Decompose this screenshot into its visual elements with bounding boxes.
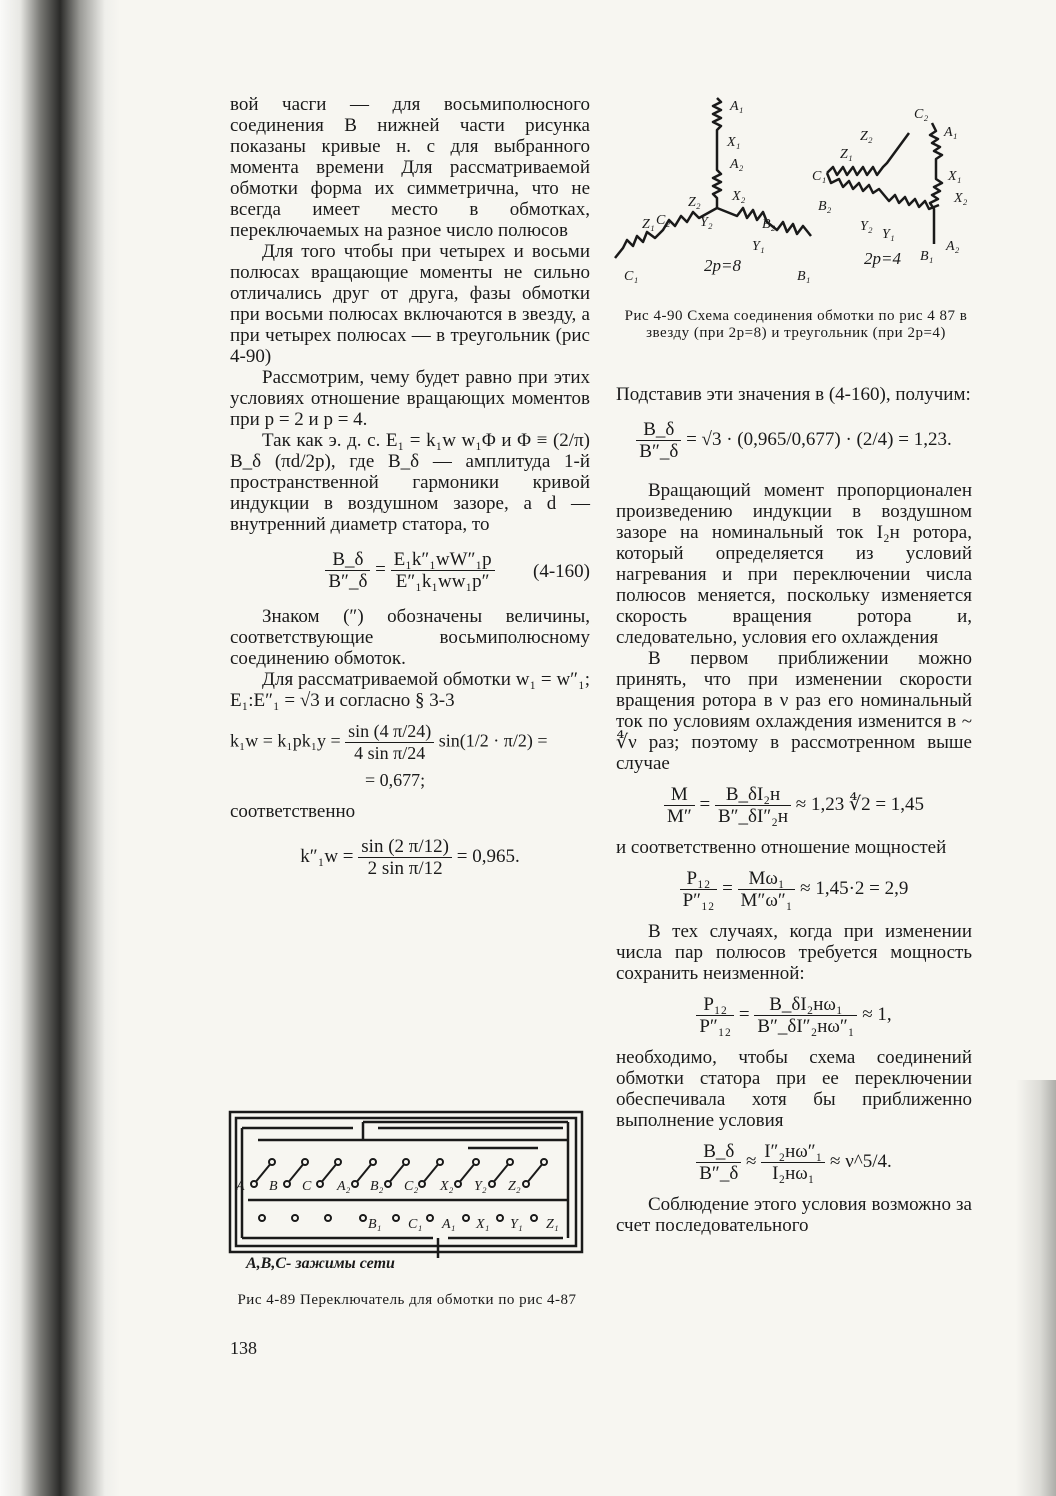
star-pole-label: 2p=8 (704, 256, 741, 275)
formula-term: B″_δ (699, 1163, 739, 1184)
switch-contact (325, 1215, 331, 1221)
switch-contact (335, 1159, 341, 1165)
formula-term: sin (2 π/12) (358, 836, 452, 858)
formula-term: k″₁w = (300, 845, 354, 867)
formula-term: k₁w = k₁pk₁y = (230, 730, 341, 751)
switch-contact (317, 1181, 323, 1187)
formula-constant-power: $\frac{\text{P₁₂}}{\text{P″₁₂}}$ = $\frac{\text{B\_δI₂нω₁}}{\text{B″\_δI″₂нω″₁}}$ ≈ 1, (616, 994, 972, 1037)
formula-term: B″_δI″₂н (717, 806, 789, 827)
terminal-label: X₁ (476, 1217, 490, 1232)
star-label: Z₂ (688, 195, 701, 210)
switch-contact (292, 1215, 298, 1221)
delta-label: Y₂ (860, 219, 873, 234)
formula-term: E₁k″₁wW″₁p (391, 549, 495, 571)
formula-term: B″_δ (328, 571, 368, 592)
figure-4-90-caption: Рис 4-90 Схема соединения обмотки по рис 4 87 в звезду (при 2p=8) и треугольник (при 2p=4) (624, 308, 968, 341)
switch-contacts (251, 1159, 547, 1221)
formula-term: B_δ (636, 419, 681, 441)
terminal-label: C₁ (408, 1217, 423, 1232)
delta-label: Z₁ (840, 147, 853, 162)
formula-term: sin (4 π/24) (345, 721, 434, 743)
paragraph: Соблюдение этого условия возможно за счет последовательного (616, 1194, 972, 1236)
paragraph: Рассмотрим, чему будет равно при этих условиях отношение вращающих моментов при p = 2 и p = 4. (230, 367, 590, 430)
formula-term: B_δI₂н (715, 784, 791, 806)
paragraph: необходимо, чтобы схема соединений обмотки статора при ее переключении обеспечивала хотя бы приближенно выполнение условия (616, 1047, 972, 1131)
formula-term: B″_δI″₂нω″₁ (757, 1016, 855, 1037)
figure-4-89-switch-diagram (228, 1110, 588, 1275)
terminal-label: Z₁ (546, 1217, 559, 1232)
switch-contact (269, 1159, 275, 1165)
switch-label: Y₂ (474, 1179, 487, 1194)
star-label: Z₁ (642, 217, 655, 232)
formula-term: M″ω″₁ (740, 890, 793, 911)
switch-label: Z₂ (508, 1179, 521, 1194)
figure-4-90-connection-diagram (612, 88, 982, 288)
switch-contact (403, 1159, 409, 1165)
delta-label: Z₂ (860, 129, 873, 144)
delta-side-bottom (827, 173, 939, 209)
switch-labels (235, 1179, 521, 1194)
switch-contact (463, 1215, 469, 1221)
formula-term: sin(1/2 · π/2) = (438, 730, 548, 751)
delta-label: B₁ (920, 249, 934, 264)
switch-contact (531, 1215, 537, 1221)
switch-contact (455, 1181, 461, 1187)
delta-side-right (930, 123, 942, 244)
formula-k1w (230, 721, 590, 791)
switch-blade (320, 1162, 338, 1184)
switch-label: C₂ (404, 1179, 419, 1194)
equation-number: (4-160) (533, 561, 590, 582)
formula-term: B_δ (325, 549, 370, 571)
star-label: B₂ (762, 217, 776, 232)
formula-term: Mω₁ (738, 868, 796, 890)
formula-term: ≈ 1, (862, 1003, 892, 1025)
formula-term: P₁₂ (696, 994, 734, 1016)
paragraph: Вращающий момент пропорционален произведению индукции в воздушном зазоре на номинальный ток I₂н ротора, который определяется из условий нагревания и при переключении числа полюсов меняется, поскольку изменяется скорость вращения ротора и, следовательно, условия его охлаждения (616, 480, 972, 648)
switch-contact (352, 1181, 358, 1187)
formula-term: E″₁k₁ww₁p″ (395, 571, 490, 592)
switch-contact (489, 1181, 495, 1187)
formula-term: 2 sin π/12 (367, 858, 443, 879)
switch-blade (526, 1162, 544, 1184)
page-edge-shadow (1016, 1080, 1056, 1496)
page-number: 138 (230, 1338, 257, 1358)
delta-label: C₂ (914, 107, 929, 122)
formula-k1w-prime (230, 836, 590, 879)
delta-label: X₁ (948, 169, 962, 184)
switch-label: A₂ (337, 1179, 351, 1194)
right-column (616, 384, 972, 1236)
formula-term: P₁₂ (680, 868, 718, 890)
switch-contact (541, 1159, 547, 1165)
delta-label: X₂ (954, 191, 968, 206)
switch-contact (497, 1215, 503, 1221)
star-label: Y₁ (752, 239, 765, 254)
formula-term: P″₁₂ (699, 1016, 732, 1037)
formula-power-ratio: $\frac{\text{P₁₂}}{\text{P″₁₂}}$ = $\frac{\text{Mω₁}}{\text{M″ω″₁}}$ ≈ 1,45·2 = 2,9 (616, 868, 972, 911)
star-label: X₂ (732, 189, 746, 204)
delta-label: A₂ (946, 239, 960, 254)
switch-contact (437, 1159, 443, 1165)
delta-pole-label: 2p=4 (864, 249, 901, 268)
paragraph: В тех случаях, когда при изменении числа пар полюсов требуется мощность сохранить неизменной: (616, 921, 972, 984)
formula-term: I₂нω₁ (772, 1163, 815, 1184)
switch-contact (259, 1215, 265, 1221)
book-spine-shadow (0, 0, 120, 1496)
formula-term: ≈ 1,23 ∜2 = 1,45 (795, 793, 925, 815)
switch-blade (422, 1162, 440, 1184)
switch-label: X₂ (440, 1179, 454, 1194)
switch-contact (393, 1215, 399, 1221)
figure-4-89-caption: Рис 4-89 Переключатель для обмотки по рис 4-87 (237, 1292, 577, 1308)
switch-contact (302, 1159, 308, 1165)
left-column (230, 94, 590, 889)
paragraph: Для рассматриваемой обмотки w₁ = w″₁; E₁:E″₁ = √3 и согласно § 3-3 (230, 669, 590, 711)
star-label: B₁ (797, 269, 811, 284)
star-label: A₂ (730, 157, 744, 172)
paragraph: соответственно (230, 801, 356, 822)
switch-label: C (302, 1179, 312, 1194)
paragraph: Подставив эти значения в (4-160), получим: (616, 384, 971, 405)
switch-contact (370, 1159, 376, 1165)
switch-label: B (269, 1179, 278, 1194)
formula-term: = √3 · (0,965/0,677) · (2/4) = 1,23. (686, 428, 952, 450)
switch-contact (284, 1181, 290, 1187)
formula-term: M″ (666, 806, 692, 827)
switch-contact (419, 1181, 425, 1187)
terminal-label: A₁ (442, 1217, 456, 1232)
formula-term: ≈ ν^5/4. (830, 1150, 892, 1172)
paragraph: вой часги — для восьмиполюсного соединения В нижней части рисунка показаны кривые н. с для выбранного момента времени Для рассматриваемой обмотки форма их симметрична, что не всегда имеет место в обмотках, переключаемых на разное число полюсов (230, 94, 590, 241)
formula-term: P″₁₂ (682, 890, 715, 911)
delta-labels (812, 107, 968, 264)
terminal-label: B₁ (368, 1217, 382, 1232)
terminal-label: Y₁ (510, 1217, 523, 1232)
star-label: C₁ (624, 269, 639, 284)
figure-legend: A,B,C- зажимы сети (246, 1255, 395, 1272)
switch-contact (473, 1159, 479, 1165)
paragraph: Знаком (″) обозначены величины, соответствующие восьмиполюсному соединению обмоток. (230, 606, 590, 669)
formula-induction-ratio (616, 419, 972, 462)
switch-label: A (236, 1179, 245, 1194)
formula-term: 4 sin π/24 (354, 743, 426, 763)
star-label: Y₂ (700, 215, 713, 230)
switch-contact (507, 1159, 513, 1165)
formula-term: B″_δ (639, 441, 679, 462)
star-label: X₁ (727, 135, 741, 150)
formula-4-160: $\frac{B\_\delta}{B''\_\delta}$ = $\frac{\text{E₁k″₁wW″₁p}}{\text{E″₁k₁ww₁p″}}$ (4-160) (230, 549, 590, 592)
formula-term: I″₂нω″₁ (761, 1141, 825, 1163)
formula-condition: $\frac{B\_\delta}{B''\_\delta}$ ≈ $\frac{\text{I″₂нω″₁}}{\text{I₂нω₁}}$ ≈ ν^5/4. (616, 1141, 972, 1184)
paragraph: Для того чтобы при четырех и восьми полюсах вращающие моменты не сильно отличались друг от друга, фазы обмотки при восьми полюсах включаются в звезду, а при четырех полюсах — в треугольник (рис 4-90) (230, 241, 590, 367)
delta-label: B₂ (818, 199, 832, 214)
star-phase-a (713, 98, 721, 208)
formula-term: = 0,965. (456, 845, 520, 867)
switch-contact (427, 1215, 433, 1221)
paragraph: Так как э. д. с. E₁ = k₁w w₁Φ и Φ ≡ (2/π) B_δ (πd/2p), где B_δ — амплитуда 1-й пространственной гармоники кривой индукции в воздушном зазоре, а d — внутренний диаметр статора, то (230, 430, 590, 535)
formula-term: B_δ (696, 1141, 741, 1163)
formula-term: B_δI₂нω₁ (754, 994, 857, 1016)
formula-term: M (664, 784, 695, 806)
paragraph: В первом приближении можно принять, что при изменении скорости вращения ротора в ν раз его номинальный ток по условиям охлаждения изменится в ~ ∜ν раз; поэтому в рассмотренном выше случае (616, 648, 972, 774)
switch-contact (523, 1181, 529, 1187)
formula-torque-ratio: $\frac{M}{M''}$ = $\frac{\text{B\_δI₂н}}{\text{B″\_δI″₂н}}$ ≈ 1,23 ∜2 = 1,45 (616, 784, 972, 827)
formula-result: = 0,677; (365, 770, 426, 790)
switch-contact (360, 1215, 366, 1221)
delta-label: Y₁ (882, 227, 895, 242)
paragraph: и соответственно отношение мощностей (616, 837, 947, 858)
switch-contact (251, 1181, 257, 1187)
star-label: C₂ (656, 213, 671, 228)
delta-label: A₁ (944, 125, 958, 140)
switch-label: B₂ (370, 1179, 384, 1194)
switch-contact (385, 1181, 391, 1187)
delta-label: C₁ (812, 169, 827, 184)
formula-term: ≈ 1,45·2 = 2,9 (800, 877, 909, 899)
star-label: A₁ (730, 99, 744, 114)
